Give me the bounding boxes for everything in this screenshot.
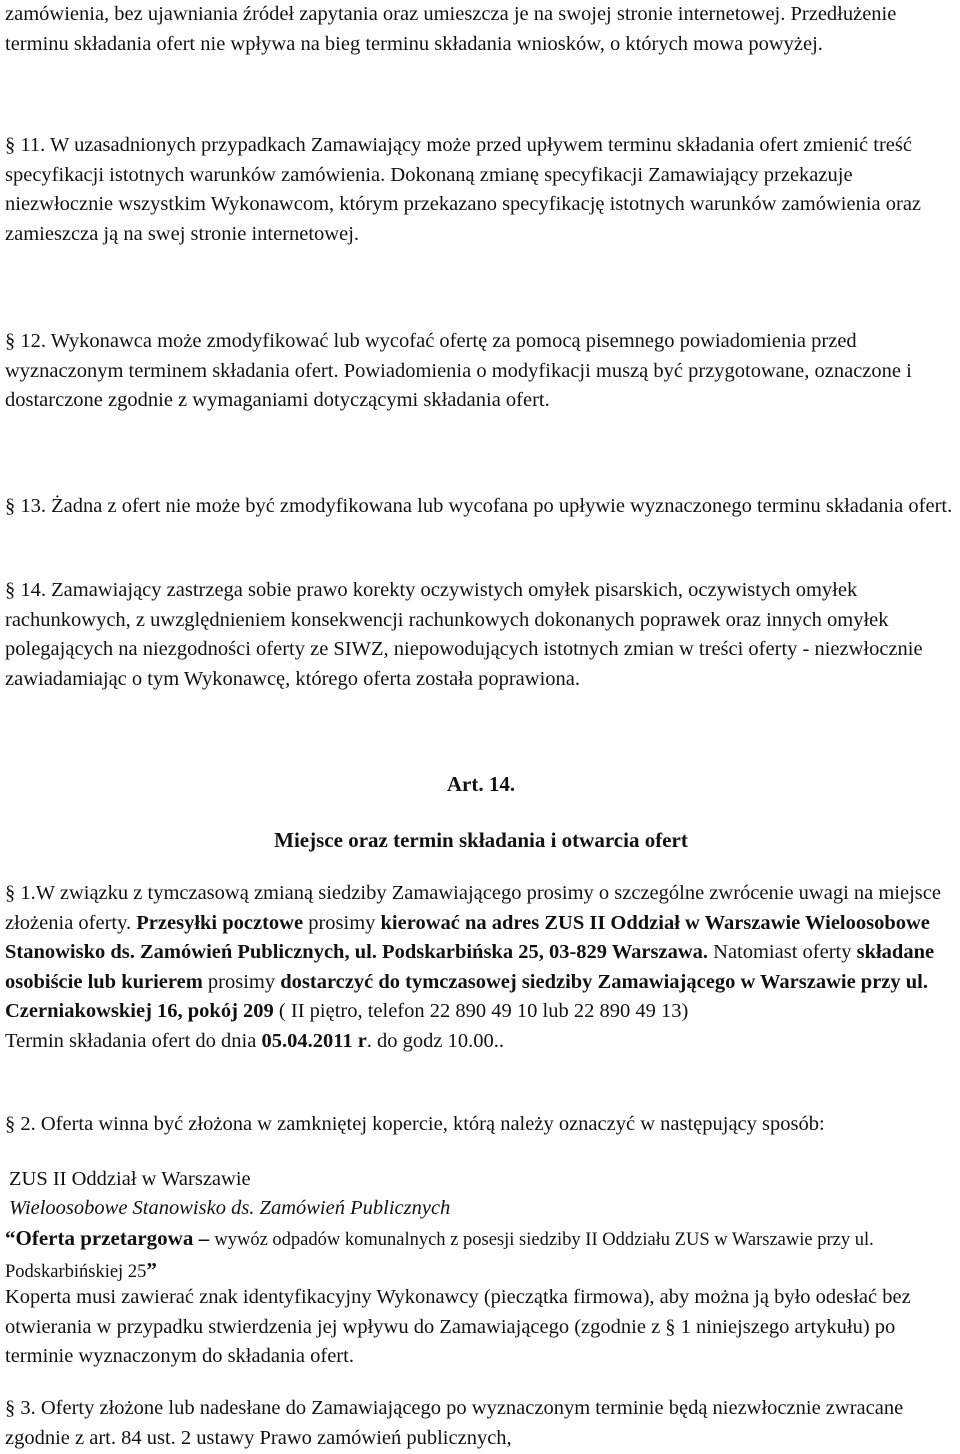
s1-text-2: prosimy (303, 911, 381, 934)
s1-bold-3: składane osobiście lub kurierem (5, 941, 935, 993)
paragraph-12: § 12. Wykonawca może zmodyfikować lub wycofać ofertę za pomocą pisemnego powiadomienia przed wyznaczonym terminem składania ofert. Powiadomienia o modyfikacji muszą być przygotowane, oznaczone i dostarczone zgodnie z wymaganiami dotyczącymi składania ofert. (5, 330, 912, 411)
paragraph-14: § 14. Zamawiający zastrzega sobie prawo korekty oczywistych omyłek pisarskich, oczywistych omyłek rachunkowych, z uwzględnieniem konsekwencji rachunkowych dokonanych poprawek oraz innych omyłek polegających na niezgodności oferty ze SIWZ, niepowodujących istotnych zmian w treści oferty - niezwłocznie zawiadamiając o tym Wykonawcę, którego oferta została poprawiona. (5, 579, 923, 690)
s1-deadline-time: . do godz 10.00.. (366, 1029, 505, 1052)
paragraph-13: § 13. Żadna z ofert nie może być zmodyfikowana lub wycofana po upływie wyznaczonego terminu składania ofert. (5, 495, 953, 517)
s1-text-4: prosimy (202, 970, 281, 993)
s1-bold-1: Przesyłki pocztowe (136, 911, 304, 934)
section-1-paragraph (5, 879, 957, 1056)
article-number: Art. 14. (446, 772, 516, 796)
s1-text-1: § 1.W związku z tymczasową zmianą siedziby Zamawiającego prosimy o szczególne zwrócenie uwagi na miejsce złożenia oferty. (5, 882, 941, 934)
s1-bold-4: dostarczyć do tymczasowej siedziby Zamawiającego w Warszawie przy ul. Czerniakowskiej 16, pokój 209 (5, 970, 928, 1022)
s1-deadline-label: Termin składania ofert do dnia (5, 1029, 262, 1052)
s1-text-3: Natomiast oferty (708, 941, 857, 963)
envelope-line-2: Wieloosobowe Stanowisko ds. Zamówień Publicznych (9, 1197, 451, 1219)
envelope-label (5, 1224, 957, 1287)
section-2-paragraph: § 2. Oferta winna być złożona w zamkniętej kopercie, którą należy oznaczyć w następujący sposób: (5, 1113, 825, 1135)
intro-paragraph: zamówienia, bez ujawniania źródeł zapytania oraz umieszcza je na swojej stronie internetowej. Przedłużenie terminu składania ofert nie wpływa na bieg terminu składania wniosków, o których mowa powyżej. (5, 3, 897, 55)
article-title: Miejsce oraz termin składania i otwarcia ofert (274, 828, 688, 852)
paragraph-11: § 11. W uzasadnionych przypadkach Zamawiający może przed upływem terminu składania ofert zmienić treść specyfikacji istotnych warunków zamówienia. Dokonaną zmianę specyfikacji Zamawiający przekazuje niezwłocznie wszystkim Wykonawcom, którym przekazano specyfikację istotnych warunków zamówienia oraz zamieszcza ją na swej stronie internetowej. (5, 134, 922, 245)
envelope-label-quote: ” (146, 1257, 157, 1282)
s1-text-5: ( II piętro, telefon 22 890 49 10 lub 22 890 49 13) (273, 1000, 689, 1022)
envelope-note: Koperta musi zawierać znak identyfikacyjny Wykonawcy (pieczątka firmowa), aby można ją było odesłać bez otwierania w przypadku stwierdzenia jej wpływu do Zamawiającego (zgodnie z § 1 niniejszego artykułu) po terminie wyznaczonym do składania ofert. (5, 1286, 911, 1367)
s1-bold-2: kierować na adres ZUS II Oddział w Warszawie Wieloosobowe Stanowisko ds. Zamówień Publicznych, ul. Podskarbińska 25, 03-829 Warszawa. (5, 911, 930, 963)
envelope-label-bold: “Oferta przetargowa – (5, 1226, 215, 1250)
s1-deadline-date: 05.04.2011 r (261, 1029, 367, 1052)
section-3-paragraph: § 3. Oferty złożone lub nadesłane do Zamawiającego po wyznaczonym terminie będą niezwłocznie zwracane zgodnie z art. 84 ust. 2 ustawy Prawo zamówień publicznych, (5, 1397, 904, 1449)
envelope-label-text: wywóz odpadów komunalnych z posesji siedziby II Oddziału ZUS w Warszawie przy ul. Podskarbińskiej 25 (5, 1230, 874, 1282)
envelope-line-1: ZUS II Oddział w Warszawie (9, 1168, 251, 1190)
